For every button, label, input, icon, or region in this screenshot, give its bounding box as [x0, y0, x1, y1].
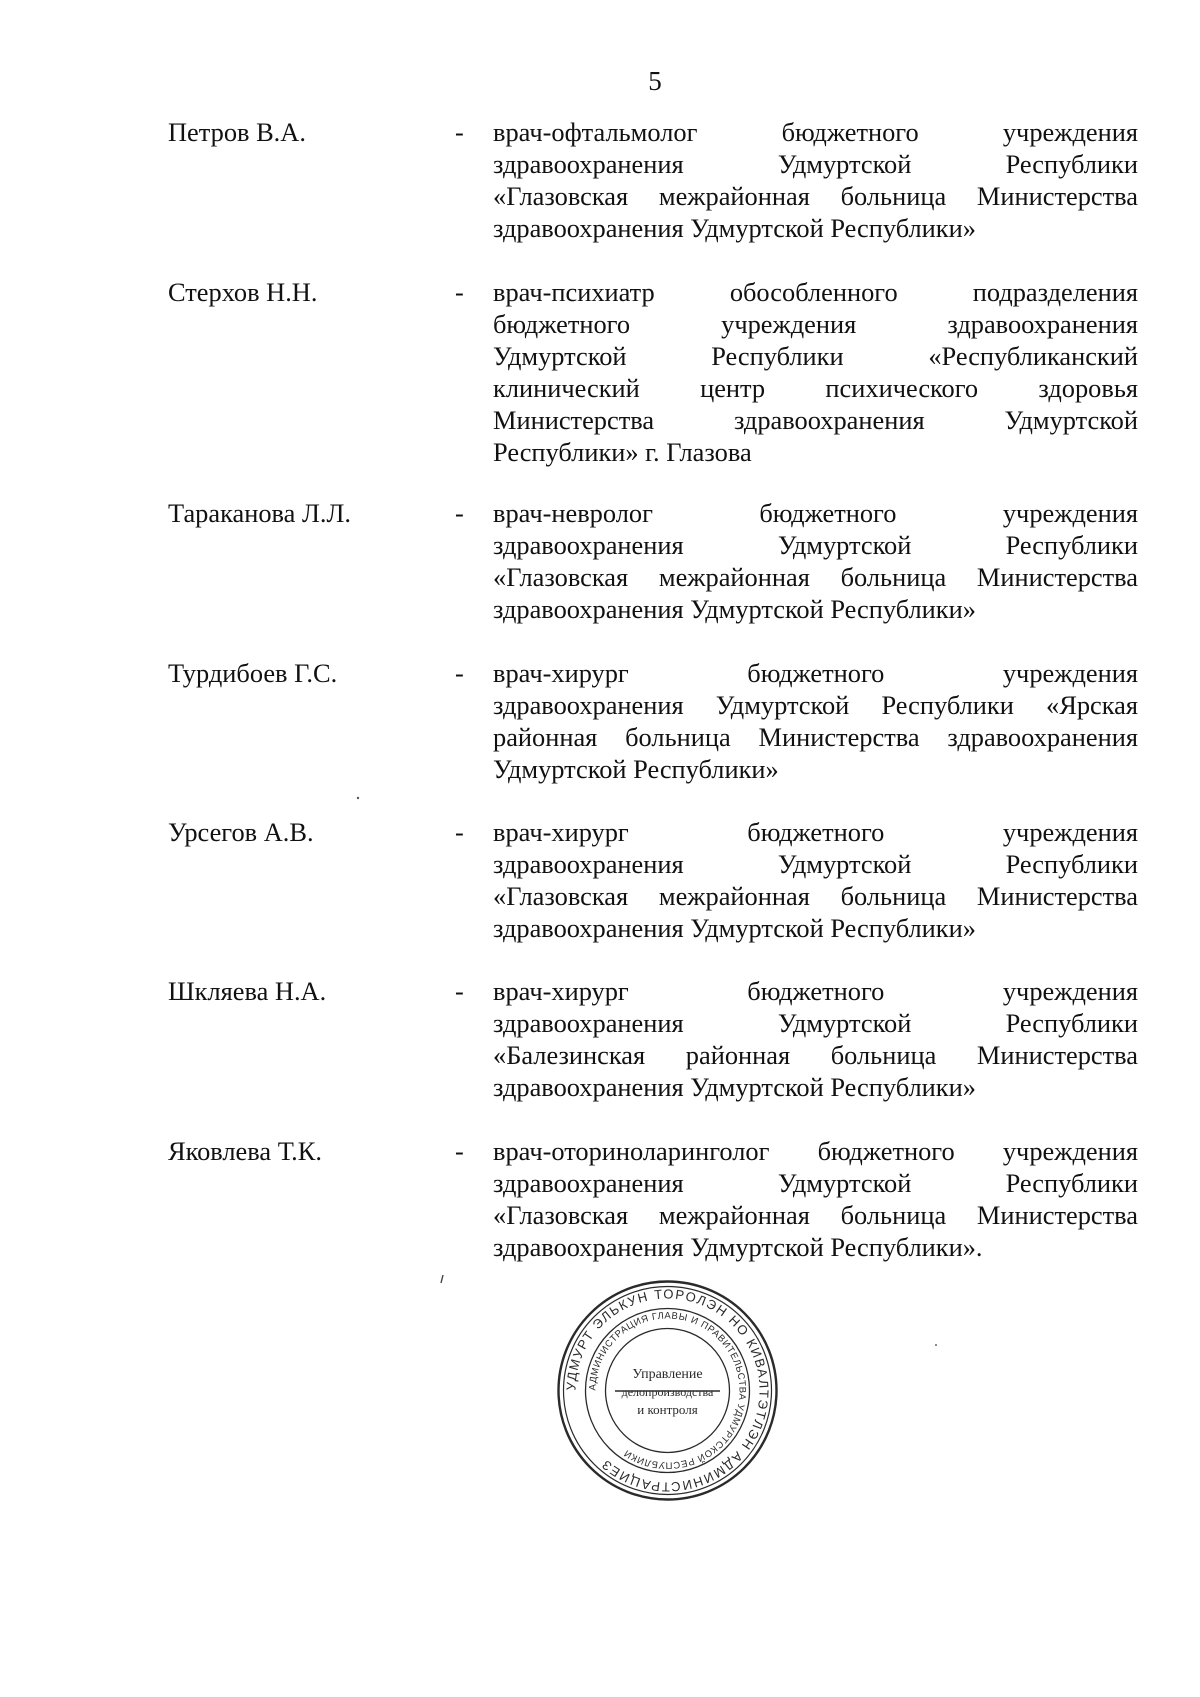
position-description	[493, 816, 1138, 944]
person-name: Яковлева Т.К.	[168, 1136, 322, 1166]
description-line: врач-психиатр обособленного подразделения	[493, 277, 1138, 307]
entry-dash: -	[455, 117, 464, 147]
stamp-center-line-3: и контроля	[637, 1402, 698, 1417]
person-name: Петров В.А.	[168, 117, 306, 147]
description-line: «Глазовская межрайонная больница Министерства	[493, 881, 1138, 911]
person-name: Тараканова Л.Л.	[168, 498, 351, 528]
description-line: Удмуртской Республики «Республиканский	[493, 341, 1138, 371]
person-name: Стерхов Н.Н.	[168, 277, 318, 307]
description-line: районная больница Министерства здравоохранения	[493, 722, 1138, 752]
description-line: здравоохранения Удмуртской Республики «Ярская	[493, 690, 1138, 720]
position-description	[493, 497, 1138, 625]
description-line: врач-хирург бюджетного учреждения	[493, 976, 1138, 1006]
description-line: врач-оториноларинголог бюджетного учреждения	[493, 1136, 1138, 1166]
description-line: здравоохранения Удмуртской Республики»	[493, 213, 976, 243]
description-line: здравоохранения Удмуртской Республики»	[493, 913, 976, 943]
description-line: врач-офтальмолог бюджетного учреждения	[493, 117, 1138, 147]
stamp-center-line-2: делопроизводства	[621, 1385, 714, 1399]
description-line: здравоохранения Удмуртской Республики	[493, 1008, 1138, 1038]
position-description	[493, 657, 1138, 785]
entry-dash: -	[455, 277, 464, 307]
person-name: Турдибоев Г.С.	[168, 658, 338, 688]
description-line: здравоохранения Удмуртской Республики	[493, 149, 1138, 179]
entry-row	[168, 497, 1140, 625]
entry-row	[168, 276, 1140, 468]
scan-speck	[441, 1275, 443, 1283]
stamp-inner-text: АДМИНИСТРАЦИЯ ГЛАВЫ И ПРАВИТЕЛЬСТВА УДМУРТСКОЙ РЕСПУБЛИКИ	[587, 1310, 748, 1471]
entry-dash: -	[455, 976, 464, 1006]
entry-dash: -	[455, 1136, 464, 1166]
position-description	[493, 975, 1138, 1103]
official-stamp	[555, 1278, 780, 1503]
description-line: здравоохранения Удмуртской Республики»	[493, 594, 976, 624]
entry-row	[168, 975, 1140, 1103]
entry-dash: -	[455, 498, 464, 528]
position-description	[493, 1135, 1138, 1263]
entry-row	[168, 1135, 1140, 1263]
description-line: врач-хирург бюджетного учреждения	[493, 658, 1138, 688]
description-line: клинический центр психического здоровья	[493, 373, 1138, 403]
description-line: здравоохранения Удмуртской Республики»	[493, 1072, 976, 1102]
stamp-outer-text: УДМУРТ ЭЛЬКУН ТОРОЛЭН НО КИВАЛТЭТЛЭН АДМИНИСТРАЦИЕЗ	[563, 1286, 772, 1495]
entry-row	[168, 816, 1140, 944]
person-name: Шкляева Н.А.	[168, 976, 327, 1006]
scan-speck	[935, 1344, 937, 1346]
entry-dash: -	[455, 817, 464, 847]
description-line: здравоохранения Удмуртской Республики	[493, 530, 1138, 560]
entry-row	[168, 116, 1140, 244]
scan-speck	[357, 797, 359, 799]
description-line: бюджетного учреждения здравоохранения	[493, 309, 1138, 339]
person-name: Урсегов А.В.	[168, 817, 314, 847]
description-line: Министерства здравоохранения Удмуртской	[493, 405, 1138, 435]
stamp-center-line-1: Управление	[632, 1367, 703, 1382]
description-line: «Балезинская районная больница Министерства	[493, 1040, 1138, 1070]
entry-dash: -	[455, 658, 464, 688]
description-line: здравоохранения Удмуртской Республики	[493, 849, 1138, 879]
page-number: 5	[648, 66, 662, 96]
position-description	[493, 116, 1138, 244]
description-line: врач-хирург бюджетного учреждения	[493, 817, 1138, 847]
description-line: здравоохранения Удмуртской Республики	[493, 1168, 1138, 1198]
position-description	[493, 276, 1138, 468]
description-line: Удмуртской Республики»	[493, 754, 779, 784]
description-line: «Глазовская межрайонная больница Министерства	[493, 1200, 1138, 1230]
description-line: Республики» г. Глазова	[493, 437, 752, 467]
description-line: «Глазовская межрайонная больница Министерства	[493, 181, 1138, 211]
description-line: здравоохранения Удмуртской Республики».	[493, 1232, 983, 1262]
entry-row	[168, 657, 1140, 785]
description-line: врач-невролог бюджетного учреждения	[493, 498, 1138, 528]
description-line: «Глазовская межрайонная больница Министерства	[493, 562, 1138, 592]
